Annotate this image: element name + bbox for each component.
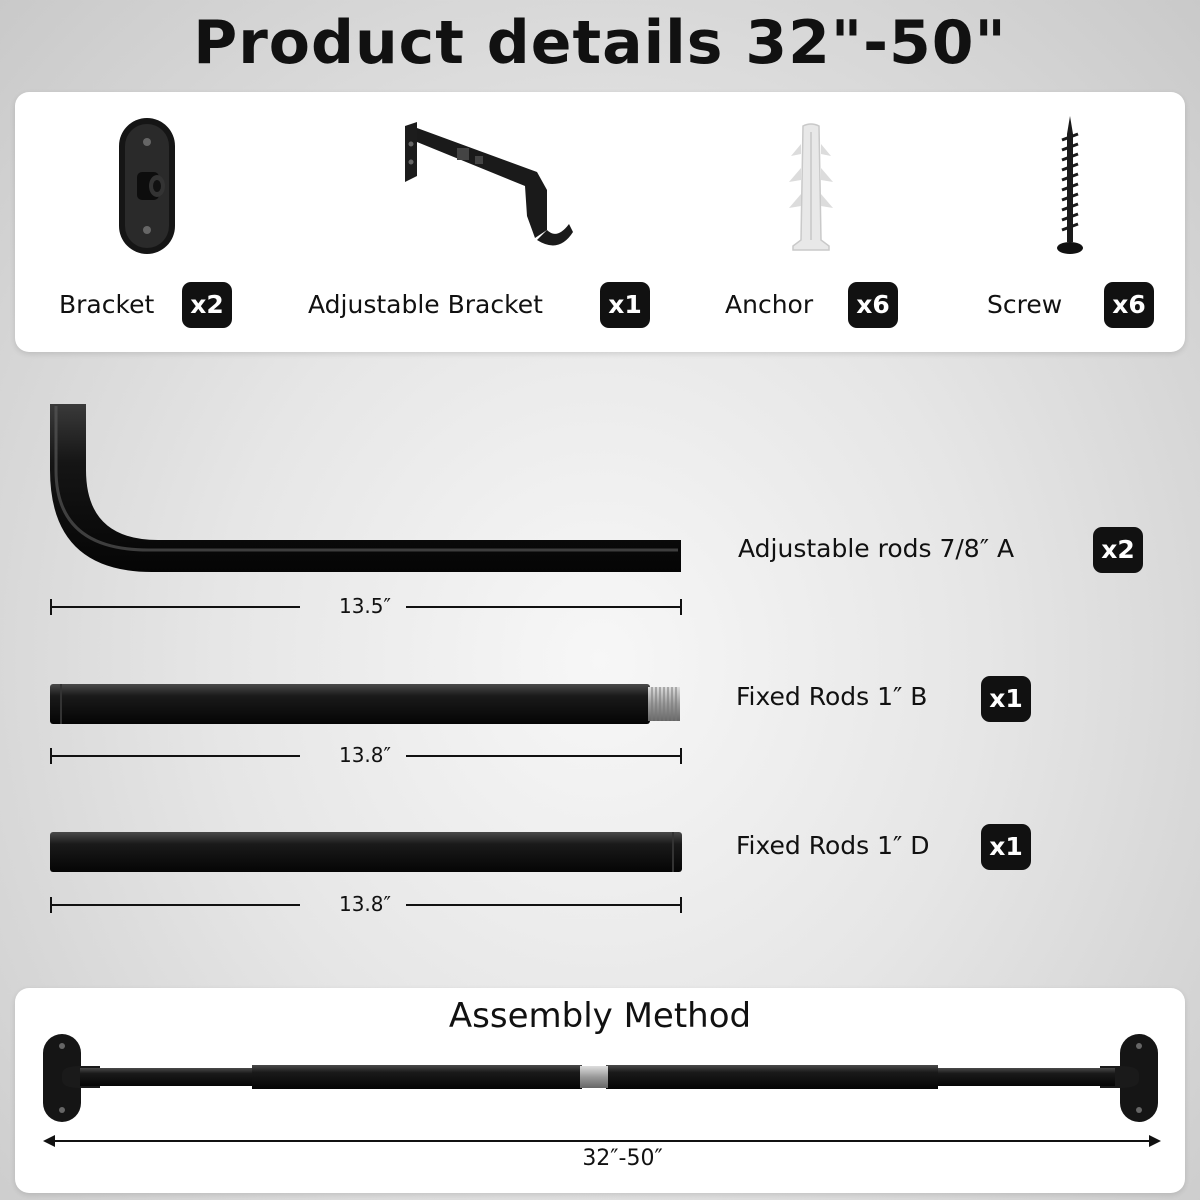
part-label: Screw [987,290,1063,319]
rod-label: Fixed Rods 1″ D [736,831,930,860]
rod-label: Fixed Rods 1″ B [736,682,928,711]
part-label: Bracket [59,290,155,319]
dimension-rod-b [50,743,682,767]
dimension-label: 13.8″ [338,892,391,916]
qty-badge: x1 [981,824,1031,870]
adjustable-bracket-icon [397,120,567,250]
screw-icon [1055,114,1085,256]
fixed-rod-d-image [50,831,684,873]
rod-label: Adjustable rods 7/8″ A [738,534,1015,563]
assembly-panel [15,988,1185,1193]
part-screw [945,92,1185,352]
bracket-icon [115,116,185,256]
anchor-icon [783,122,839,252]
fixed-rod-b-image [50,683,684,725]
dimension-rod-a [50,594,682,618]
part-bracket [15,92,285,352]
assembled-rod-image [40,1030,1170,1125]
page-title: Product details 32"-50" [193,8,1007,78]
qty-badge: x2 [1093,527,1143,573]
assembly-title: Assembly Method [448,996,752,1036]
qty-badge: x1 [600,282,650,328]
qty-badge: x2 [182,282,232,328]
part-anchor [705,92,945,352]
qty-badge: x6 [1104,282,1154,328]
parts-panel [15,92,1185,352]
adjustable-rod-a-image [48,400,688,580]
dimension-rod-d [50,892,682,916]
dimension-label: 13.5″ [338,594,391,618]
part-label: Adjustable Bracket [308,290,543,319]
assembly-range-label: 32″-50″ [582,1146,663,1171]
qty-badge: x6 [848,282,898,328]
part-label: Anchor [725,290,814,319]
qty-badge: x1 [981,676,1031,722]
part-adjustable-bracket [285,92,705,352]
dimension-label: 13.8″ [338,743,391,767]
